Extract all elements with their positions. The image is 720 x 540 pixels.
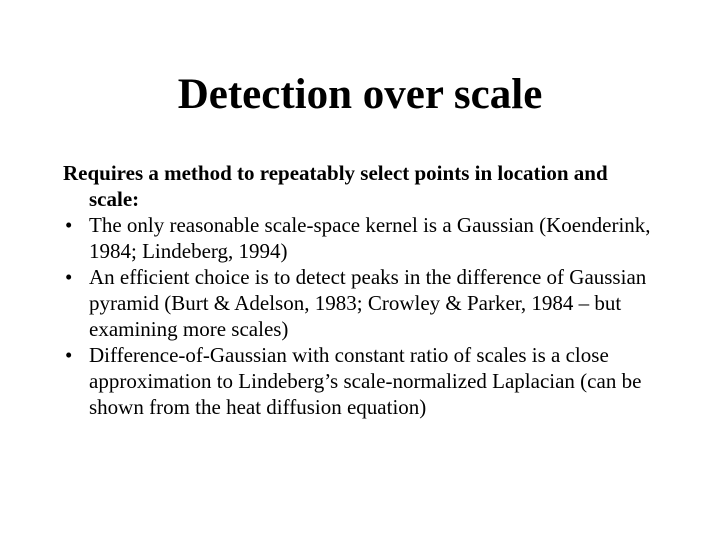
bullet-text: The only reasonable scale-space kernel is a Gaussian (Koenderink, 1984; Lindeberg, 1994) [89, 213, 651, 263]
bullet-item [63, 212, 663, 264]
bullet-text: An efficient choice is to detect peaks in the difference of Gaussian pyramid (Burt & Adelson, 1983; Crowley & Parker, 1984 – but examining more scales) [89, 265, 647, 341]
bullet-text: Difference-of-Gaussian with constant ratio of scales is a close approximation to Lindeberg’s scale-normalized Laplacian (can be shown from the heat diffusion equation) [89, 343, 642, 419]
intro-text: Requires a method to repeatably select points in location and scale: [63, 161, 608, 211]
bullet-icon: • [65, 213, 73, 237]
bullet-item [63, 264, 663, 342]
bullet-icon: • [65, 265, 73, 289]
slide-title: Detection over scale [177, 71, 543, 118]
bullet-icon: • [65, 343, 73, 367]
bullet-item [63, 342, 663, 420]
slide-body [63, 160, 663, 420]
bullet-list [63, 212, 663, 420]
